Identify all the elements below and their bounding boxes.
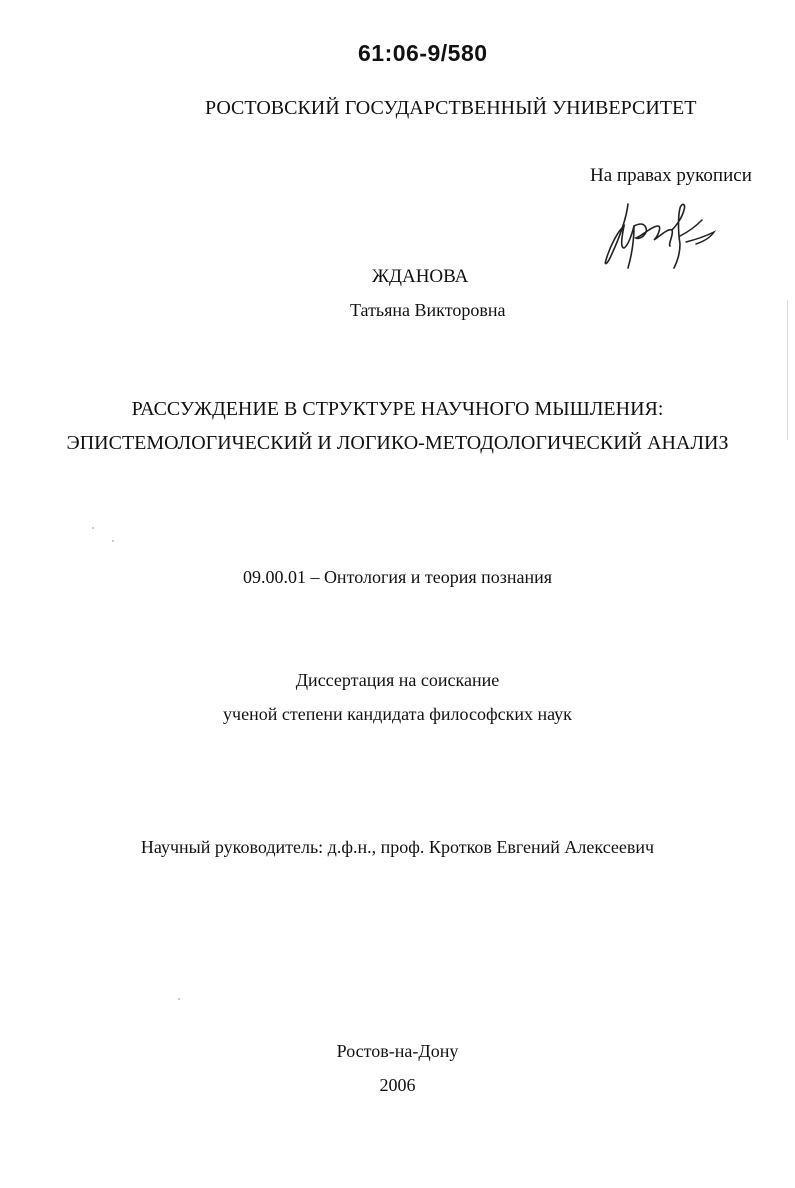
rights-note: На правах рукописи xyxy=(590,165,752,186)
scientific-supervisor: Научный руководитель: д.ф.н., проф. Кротков Евгений Алексеевич xyxy=(140,837,655,857)
author-given-names: Татьяна Викторовна xyxy=(350,300,506,320)
dissertation-title-line-2: ЭПИСТЕМОЛОГИЧЕСКИЙ И ЛОГИКО-МЕТОДОЛОГИЧЕСКИЙ АНАЛИЗ xyxy=(66,432,729,454)
university-name: РОСТОВСКИЙ ГОСУДАРСТВЕННЫЙ УНИВЕРСИТЕТ xyxy=(205,97,697,119)
degree-line-1: Диссертация на соискание xyxy=(295,670,500,690)
scan-speck xyxy=(112,540,114,542)
dissertation-title-line-1: РАССУЖДЕНИЕ В СТРУКТУРЕ НАУЧНОГО МЫШЛЕНИЯ: xyxy=(131,398,664,420)
degree-line-2: ученой степени кандидата философских наук xyxy=(223,704,572,724)
specialty-code: 09.00.01 – Онтология и теория познания xyxy=(242,567,553,587)
city: Ростов-на-Дону xyxy=(336,1041,459,1061)
author-surname: ЖДАНОВА xyxy=(372,266,469,287)
catalog-code: 61:06-9/580 xyxy=(358,40,488,66)
scan-edge-mark xyxy=(787,300,788,440)
handwritten-signature xyxy=(598,196,723,276)
scan-speck xyxy=(178,998,180,1000)
year: 2006 xyxy=(379,1075,416,1095)
scan-speck xyxy=(92,527,94,529)
